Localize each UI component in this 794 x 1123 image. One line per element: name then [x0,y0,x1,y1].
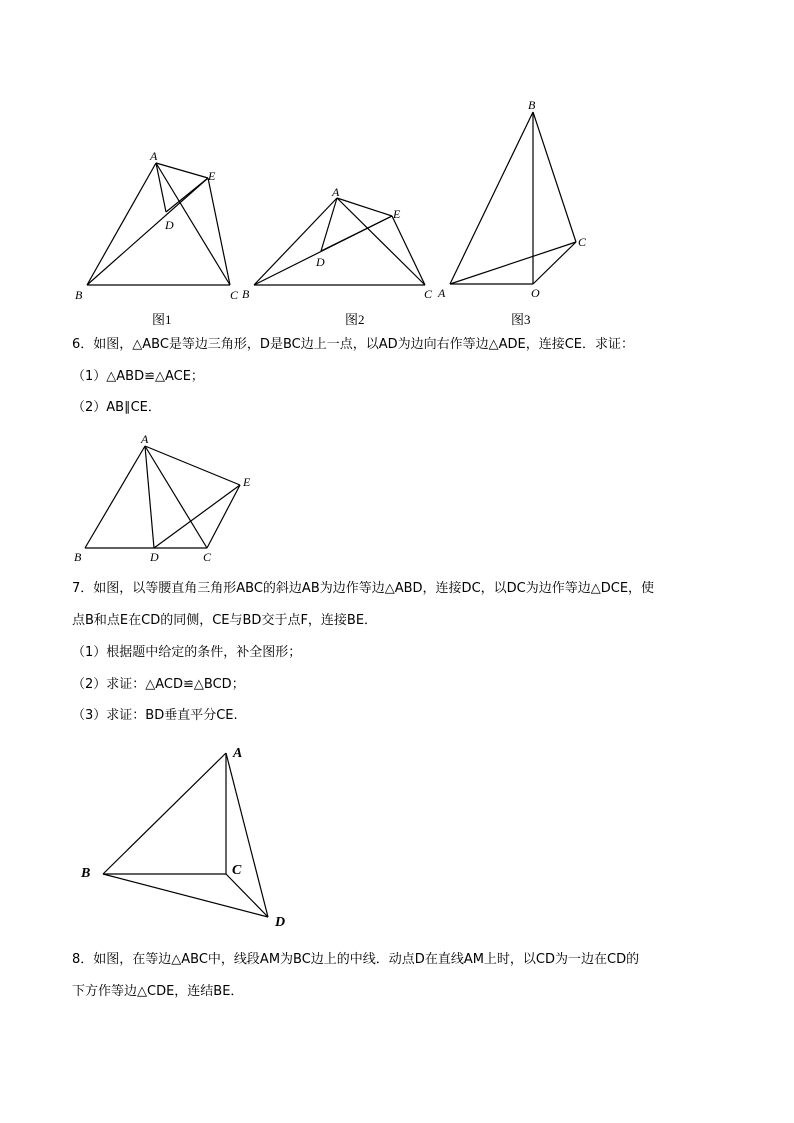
fig3-label-a: A [438,286,446,300]
q6-label-d: D [150,550,159,564]
q7-part1: （1）根据题中给定的条件，补全图形； [72,645,302,660]
fig3-label-b: B [528,98,536,112]
q6-part1: （1）△ABD≌△ACE； [72,369,204,384]
fig1-label-a: A [150,149,158,163]
q7-part2: （2）求证：△ACD≌△BCD； [72,677,245,692]
q8-line2: 下方作等边△CDE，连结BE． [72,984,244,999]
q6-label-c: C [203,550,212,564]
q7-label-b: B [81,866,91,881]
fig2-label-c: C [424,287,433,301]
q7-label-c: C [232,863,242,878]
fig1-label-b: B [75,288,83,302]
q7-line2: 点B和点E在CD的同侧，CE与BD交于点F，连接BE． [72,613,378,628]
fig2-caption: 图2 [345,312,365,327]
q6-label-a: A [141,432,149,446]
fig2-label-e: E [393,207,401,221]
fig3-label-o: O [531,286,540,300]
q7-line1: 7．如图，以等腰直角三角形ABC的斜边AB为边作等边△ABD，连接DC，以DC为边作等边△DCE，使 [72,581,655,596]
fig2-label-d: D [316,255,325,269]
fig1-label-e: E [208,169,216,183]
fig2-label-a: A [332,185,340,199]
q7-label-d: D [275,915,286,930]
fig1-label-d: D [165,218,174,232]
figure-3 [430,95,600,305]
fig1-label-c: C [230,288,239,302]
fig3-label-c: C [578,235,587,249]
figure-1 [70,145,250,305]
q6-label-e: E [243,475,251,489]
figure-2 [240,180,440,305]
fig3-caption: 图3 [511,312,531,327]
q8-line1: 8．如图，在等边△ABC中，线段AM为BC边上的中线．动点D在直线AM上时，以CD为一边在CD的 [72,952,640,967]
q6-line1: 6．如图，△ABC是等边三角形，D是BC边上一点，以AD为边向右作等边△ADE，连接CE．求证： [72,337,635,352]
q6-label-b: B [74,550,82,564]
fig2-label-b: B [242,287,250,301]
q6-part2: （2）AB∥CE． [72,400,161,415]
q7-label-a: A [233,746,243,761]
fig1-caption: 图1 [152,312,172,327]
q7-figure [75,735,305,935]
q7-part3: （3）求证：BD垂直平分CE. [72,708,238,723]
q6-figure [70,428,270,568]
